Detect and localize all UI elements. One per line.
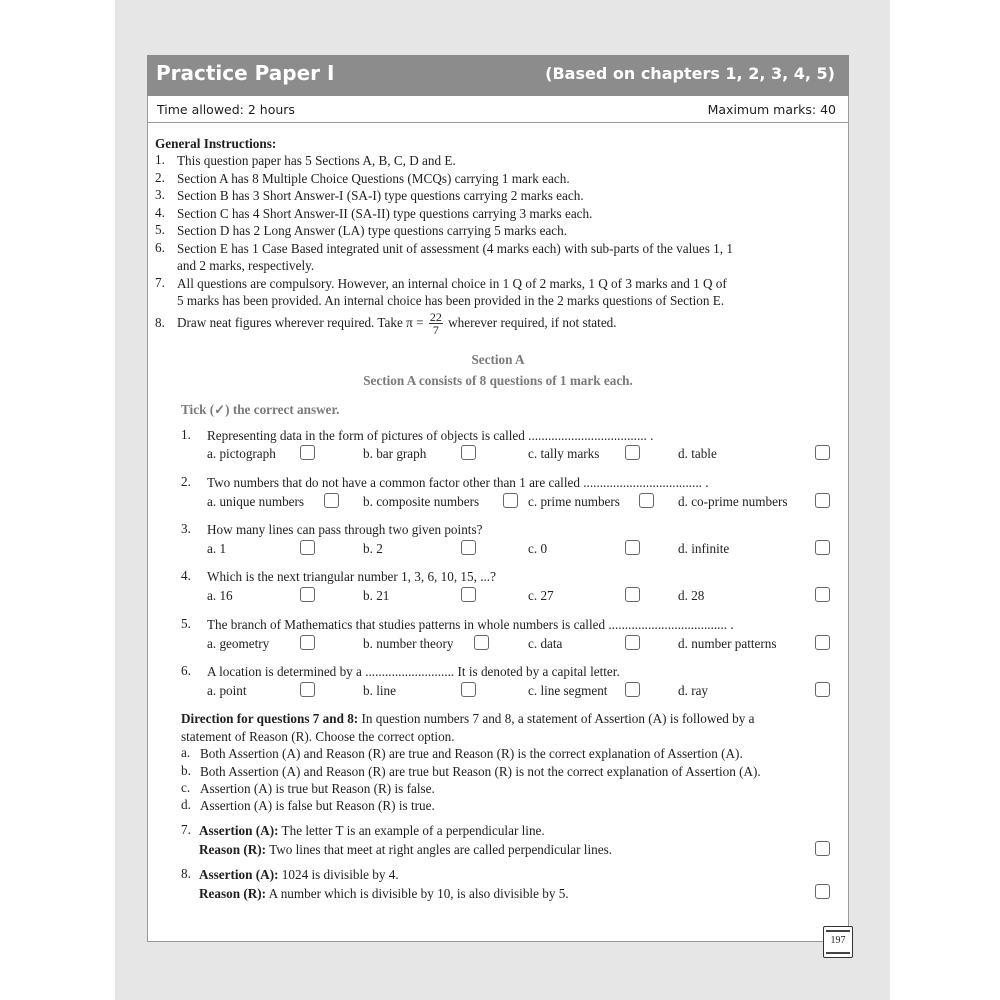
fraction-denominator: 7 [432, 323, 439, 338]
reason-text: A number which is divisible by 10, is also divisible by 5. [266, 886, 569, 901]
option-d: d. co-prime numbers [678, 494, 788, 509]
instruction-number: 1. [155, 152, 165, 167]
question-number: 4. [181, 568, 191, 583]
option-c: c. 27 [528, 588, 554, 603]
option-a: a. geometry [207, 636, 270, 651]
instruction-number: 5. [155, 222, 165, 237]
reason-line [199, 841, 612, 858]
option-d: d. 28 [678, 588, 705, 603]
choice-text: Assertion (A) is false but Reason (R) is true. [200, 798, 435, 813]
direction-text: In question numbers 7 and 8, a statement of Assertion (A) is followed by a [358, 711, 755, 726]
answer-checkbox[interactable] [815, 540, 830, 555]
answer-checkbox[interactable] [625, 540, 640, 555]
answer-checkbox[interactable] [503, 493, 518, 508]
option-c: c. 0 [528, 541, 548, 556]
option-a: a. pictograph [207, 446, 276, 461]
section-title: Section A [471, 352, 525, 367]
answer-checkbox[interactable] [300, 445, 315, 460]
question-text: A location is determined by a ........................... It is denoted by a capital letter. [207, 664, 620, 679]
instruction-text: All questions are compulsory. However, an internal choice in 1 Q of 2 marks, 1 Q of 3 marks and 1 Q of [177, 276, 727, 291]
instruction-text: Section E has 1 Case Based integrated unit of assessment (4 marks each) with sub-parts of the values 1, 1 [177, 241, 733, 256]
answer-checkbox[interactable] [815, 445, 830, 460]
fraction-numerator: 22 [429, 310, 442, 325]
instruction-number: 6. [155, 240, 165, 255]
answer-checkbox[interactable] [625, 635, 640, 650]
instruction-text: Section D has 2 Long Answer (LA) type questions carrying 5 marks each. [177, 223, 568, 238]
answer-checkbox[interactable] [461, 682, 476, 697]
choice-letter: a. [181, 745, 191, 760]
option-b: b. line [363, 683, 396, 698]
choice-text: Both Assertion (A) and Reason (R) are true but Reason (R) is not the correct explanation of Assertion (A). [200, 764, 761, 779]
assertion-line [199, 866, 399, 883]
option-c: c. tally marks [528, 446, 600, 461]
direction-text-cont: statement of Reason (R). Choose the correct option. [181, 729, 455, 744]
answer-checkbox[interactable] [815, 841, 830, 856]
answer-checkbox[interactable] [625, 587, 640, 602]
reason-label: Reason (R): [199, 842, 267, 857]
option-b: b. composite numbers [363, 494, 480, 509]
maximum-marks: Maximum marks: 40 [707, 102, 836, 117]
option-b: b. number theory [363, 636, 454, 651]
answer-checkbox[interactable] [300, 540, 315, 555]
assertion-label: Assertion (A): [199, 823, 279, 838]
instruction-number: 4. [155, 205, 165, 220]
assertion-text: The letter T is an example of a perpendicular line. [278, 823, 545, 838]
instruction-text: Section A has 8 Multiple Choice Questions (MCQs) carrying 1 mark each. [177, 171, 570, 186]
answer-checkbox[interactable] [815, 635, 830, 650]
instruction-text: Section C has 4 Short Answer-II (SA-II) type questions carrying 3 marks each. [177, 206, 593, 221]
option-d: d. infinite [678, 541, 730, 556]
instruction-text-cont: 5 marks has been provided. An internal choice has been provided in the 2 marks questions of Section E. [177, 293, 725, 308]
page-number: 197 [830, 935, 846, 946]
question-number: 1. [181, 427, 191, 442]
answer-checkbox[interactable] [474, 635, 489, 650]
instruction-text-cont: and 2 marks, respectively. [177, 258, 315, 273]
paper-title: Practice Paper I [156, 61, 335, 85]
reason-label: Reason (R): [199, 886, 267, 901]
choice-letter: c. [181, 780, 191, 795]
option-c: c. data [528, 636, 563, 651]
option-c: c. prime numbers [528, 494, 620, 509]
option-d: d. ray [678, 683, 709, 698]
tick-instruction: Tick (✓) the correct answer. [181, 402, 340, 417]
option-a: a. point [207, 683, 247, 698]
answer-checkbox[interactable] [815, 682, 830, 697]
instruction-text-post: wherever required, if not stated. [448, 315, 617, 330]
time-allowed: Time allowed: 2 hours [157, 102, 295, 117]
badge-rail-bottom [826, 952, 850, 954]
answer-checkbox[interactable] [815, 587, 830, 602]
instruction-text: Section B has 3 Short Answer-I (SA-I) type questions carrying 2 marks each. [177, 188, 584, 203]
answer-checkbox[interactable] [300, 682, 315, 697]
answer-checkbox[interactable] [461, 587, 476, 602]
option-b: b. 21 [363, 588, 390, 603]
assertion-text: 1024 is divisible by 4. [278, 867, 399, 882]
answer-checkbox[interactable] [324, 493, 339, 508]
question-number: 6. [181, 663, 191, 678]
question-number: 7. [181, 822, 191, 837]
instruction-text [177, 308, 617, 338]
pi-fraction [429, 311, 443, 336]
instructions-heading: General Instructions: [155, 136, 277, 151]
question-number: 3. [181, 521, 191, 536]
choice-text: Assertion (A) is true but Reason (R) is false. [200, 781, 435, 796]
option-b: b. bar graph [363, 446, 427, 461]
assertion-line [199, 822, 545, 839]
instruction-number: 8. [155, 315, 165, 330]
direction-lead: Direction for questions 7 and 8: [181, 711, 359, 726]
question-number: 2. [181, 474, 191, 489]
time-marks-bar [147, 96, 849, 123]
question-text: Two numbers that do not have a common factor other than 1 are called .................................... . [207, 475, 709, 490]
chapters-note: (Based on chapters 1, 2, 3, 4, 5) [545, 64, 835, 83]
section-subtitle: Section A consists of 8 questions of 1 mark each. [363, 373, 633, 388]
option-d: d. number patterns [678, 636, 777, 651]
choice-text: Both Assertion (A) and Reason (R) are true and Reason (R) is the correct explanation of Assertion (A). [200, 746, 743, 761]
question-text: Representing data in the form of pictures of objects is called .................................... . [207, 428, 654, 443]
assertion-label: Assertion (A): [199, 867, 279, 882]
choice-letter: b. [181, 763, 191, 778]
answer-checkbox[interactable] [461, 540, 476, 555]
answer-checkbox[interactable] [300, 635, 315, 650]
option-b: b. 2 [363, 541, 383, 556]
instruction-number: 3. [155, 187, 165, 202]
question-number: 5. [181, 616, 191, 631]
answer-checkbox[interactable] [639, 493, 654, 508]
option-a: a. unique numbers [207, 494, 305, 509]
badge-rail-top [826, 930, 850, 932]
answer-checkbox[interactable] [300, 587, 315, 602]
question-text: The branch of Mathematics that studies patterns in whole numbers is called .................................... . [207, 617, 734, 632]
question-number: 8. [181, 866, 191, 881]
option-d: d. table [678, 446, 717, 461]
question-text: How many lines can pass through two given points? [207, 522, 483, 537]
choice-letter: d. [181, 797, 191, 812]
instruction-number: 7. [155, 275, 165, 290]
answer-checkbox[interactable] [625, 445, 640, 460]
answer-checkbox[interactable] [815, 884, 830, 899]
reason-text: Two lines that meet at right angles are called perpendicular lines. [266, 842, 613, 857]
title-bar [147, 55, 849, 96]
option-a: a. 1 [207, 541, 227, 556]
page-number-badge [823, 926, 853, 958]
answer-checkbox[interactable] [625, 682, 640, 697]
direction-line [181, 710, 754, 727]
question-text: Which is the next triangular number 1, 3, 6, 10, 15, ...? [207, 569, 496, 584]
instruction-text-pre: Draw neat figures wherever required. Take π = [177, 315, 424, 330]
instruction-text: This question paper has 5 Sections A, B, C, D and E. [177, 153, 456, 168]
reason-line [199, 885, 569, 902]
instruction-number: 2. [155, 170, 165, 185]
option-a: a. 16 [207, 588, 233, 603]
option-c: c. line segment [528, 683, 608, 698]
answer-checkbox[interactable] [461, 445, 476, 460]
answer-checkbox[interactable] [815, 493, 830, 508]
